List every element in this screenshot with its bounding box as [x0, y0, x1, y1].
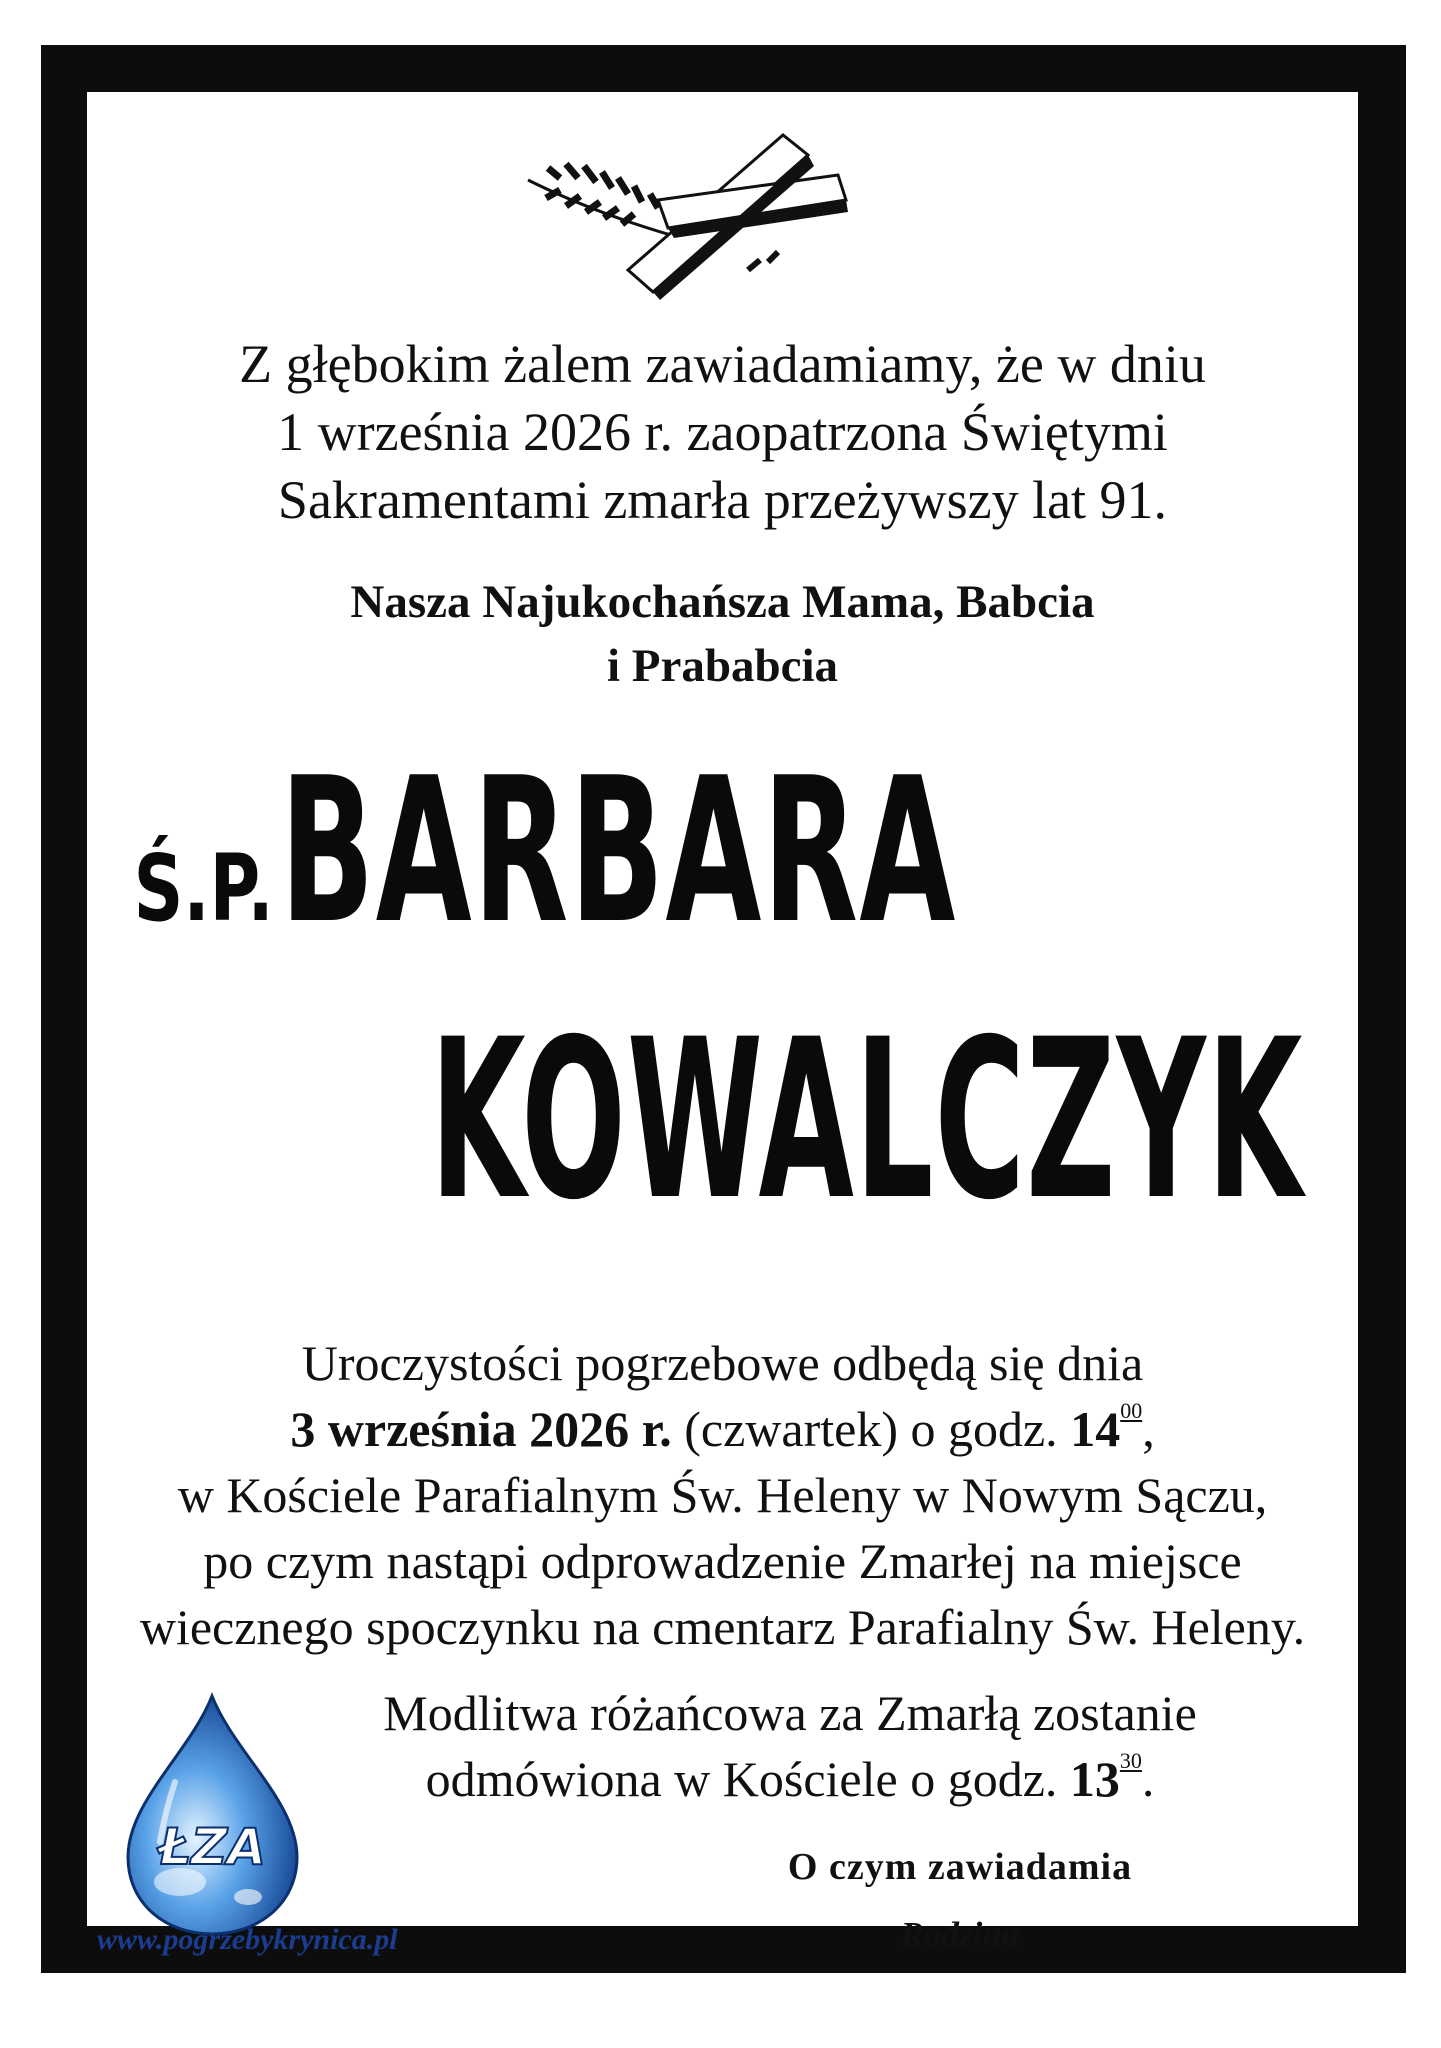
website-link[interactable]: www.pogrzebykrynica.pl	[97, 1923, 398, 1956]
deceased-first-name: BARBARA	[279, 735, 957, 968]
intro-line: 1 września 2026 r. zaopatrzona Świętymi	[277, 402, 1168, 462]
funeral-hour: 14	[1070, 1401, 1121, 1457]
prayer-period: .	[1141, 1751, 1155, 1807]
funeral-date: 3 września 2026 r.	[290, 1401, 672, 1457]
prayer-line-start: odmówiona w Kościele o godz.	[425, 1751, 1070, 1807]
intro-line: Z głębokim żalem zawiadamiamy, że w dniu	[239, 334, 1206, 394]
funeral-minutes: 00	[1120, 1398, 1143, 1423]
funeral-info	[87, 1330, 1358, 1660]
funeral-line: wiecznego spoczynku na cmentarz Parafialny Św. Heleny.	[139, 1599, 1306, 1655]
funeral-line: po czym nastąpi odprowadzenie Zmarłej na miejsce	[203, 1533, 1242, 1589]
lza-drop-logo-icon	[120, 1692, 305, 1937]
closing-signature: Rodzina	[900, 1915, 1020, 1954]
funeral-weekday: (czwartek) o godz.	[671, 1401, 1071, 1457]
family-title-line: Nasza Najukochańsza Mama, Babcia	[350, 576, 1095, 628]
deceased-first-line	[87, 735, 1358, 968]
closing-announcement: O czym zawiadamia	[787, 1846, 1133, 1888]
family-title	[87, 570, 1358, 698]
deceased-second-line	[87, 992, 1358, 1248]
prayer-hour: 13	[1069, 1751, 1120, 1807]
funeral-line: Uroczystości pogrzebowe odbędą się dnia	[301, 1335, 1144, 1391]
prayer-info	[320, 1680, 1260, 1812]
family-title-line: i Prababcia	[606, 640, 839, 692]
prayer-line: Modlitwa różańcowa za Zmarłą zostanie	[383, 1685, 1197, 1741]
honorific-prefix: Ś.P.	[133, 835, 274, 942]
footer-contact: Zakład Pogrzebowy „ŁZA” Krynica-Zdrój, ul. Kraszewskiego 70, tel. 18-471-20-25, 604 473 339	[126, 1975, 1315, 2007]
prayer-time-line	[320, 1746, 1260, 1812]
funeral-comma: ,	[1142, 1401, 1155, 1457]
cross-icon	[518, 120, 858, 300]
logo-text: ŁZA	[158, 1818, 266, 1876]
deceased-last-name: KOWALCZYK	[430, 992, 1304, 1248]
funeral-line: w Kościele Parafialnym Św. Heleny w Nowym Sączu,	[177, 1467, 1268, 1523]
intro-text	[87, 330, 1358, 534]
funeral-date-line	[87, 1396, 1358, 1462]
intro-line: Sakramentami zmarła przeżywszy lat 91.	[277, 470, 1168, 530]
prayer-minutes: 30	[1119, 1748, 1142, 1773]
